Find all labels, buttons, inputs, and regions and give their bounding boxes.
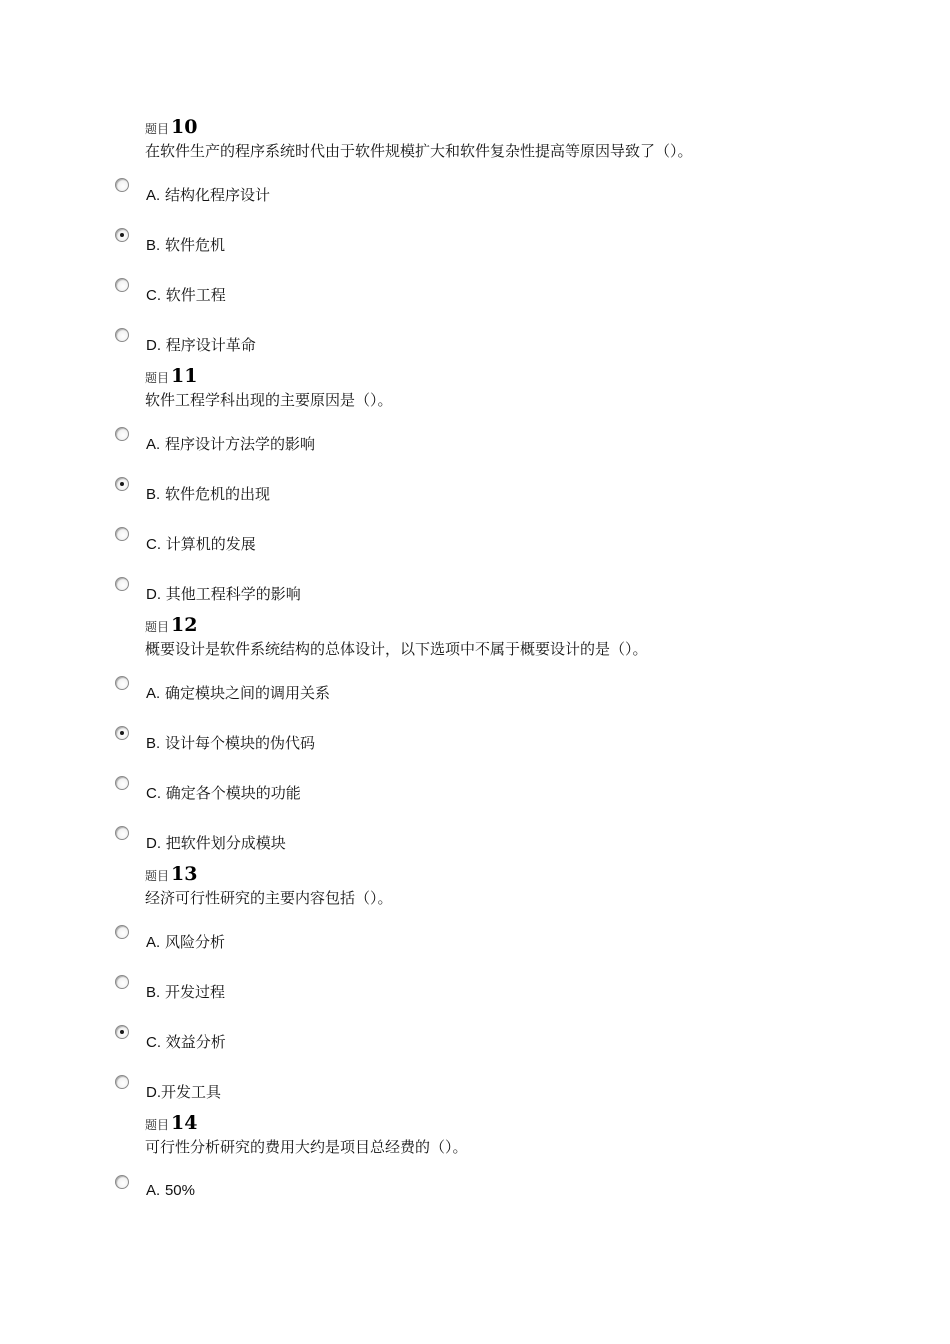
option-q10-b[interactable] xyxy=(0,228,950,258)
question-header xyxy=(145,116,197,138)
radio-button-selected[interactable] xyxy=(115,1025,129,1039)
option-q13-d[interactable] xyxy=(0,1075,950,1105)
radio-button[interactable] xyxy=(115,527,129,541)
radio-button[interactable] xyxy=(115,925,129,939)
radio-button[interactable] xyxy=(115,826,129,840)
question-label: 题目 xyxy=(145,1118,170,1132)
radio-button[interactable] xyxy=(115,328,129,342)
question-text: 软件工程学科出现的主要原因是（）。 xyxy=(145,391,393,409)
option-label: C. 确定各个模块的功能 xyxy=(146,784,301,802)
question-header xyxy=(145,1112,197,1134)
question-number: 13 xyxy=(171,863,198,885)
option-q12-c[interactable] xyxy=(0,776,950,806)
question-label: 题目 xyxy=(145,869,170,883)
question-text: 在软件生产的程序系统时代由于软件规模扩大和软件复杂性提高等原因导致了（）。 xyxy=(145,142,693,160)
option-label: A. 结构化程序设计 xyxy=(146,186,270,204)
radio-button[interactable] xyxy=(115,975,129,989)
option-label: A. 程序设计方法学的影响 xyxy=(146,435,315,453)
option-q13-c[interactable] xyxy=(0,1025,950,1055)
option-label: B. 软件危机的出现 xyxy=(146,485,270,503)
option-label: B. 软件危机 xyxy=(146,236,225,254)
question-number: 11 xyxy=(171,365,198,387)
option-label: A. 确定模块之间的调用关系 xyxy=(146,684,330,702)
option-q12-b[interactable] xyxy=(0,726,950,756)
option-label: A. 50% xyxy=(146,1182,195,1199)
option-label: A. 风险分析 xyxy=(146,933,225,951)
option-label: D. 其他工程科学的影响 xyxy=(146,585,301,603)
radio-button-selected[interactable] xyxy=(115,228,129,242)
option-q10-a[interactable] xyxy=(0,178,950,208)
question-label: 题目 xyxy=(145,371,170,385)
option-label: C. 计算机的发展 xyxy=(146,535,256,553)
radio-button[interactable] xyxy=(115,427,129,441)
radio-button[interactable] xyxy=(115,278,129,292)
radio-button[interactable] xyxy=(115,577,129,591)
option-q12-d[interactable] xyxy=(0,826,950,856)
option-q10-d[interactable] xyxy=(0,328,950,358)
question-label: 题目 xyxy=(145,122,170,136)
question-header xyxy=(145,863,197,885)
radio-button[interactable] xyxy=(115,1075,129,1089)
option-q11-c[interactable] xyxy=(0,527,950,557)
option-q12-a[interactable] xyxy=(0,676,950,706)
radio-button[interactable] xyxy=(115,1175,129,1189)
option-q11-d[interactable] xyxy=(0,577,950,607)
option-q11-a[interactable] xyxy=(0,427,950,457)
option-q14-a[interactable] xyxy=(0,1175,950,1205)
question-text: 概要设计是软件系统结构的总体设计，以下选项中不属于概要设计的是（）。 xyxy=(145,640,648,658)
radio-button[interactable] xyxy=(115,776,129,790)
radio-button[interactable] xyxy=(115,676,129,690)
question-number: 10 xyxy=(171,116,198,138)
radio-button-selected[interactable] xyxy=(115,477,129,491)
question-header xyxy=(145,365,197,387)
question-text: 经济可行性研究的主要内容包括（）。 xyxy=(145,889,393,907)
option-q13-b[interactable] xyxy=(0,975,950,1005)
option-label: D. 把软件划分成模块 xyxy=(146,834,286,852)
option-label: C. 效益分析 xyxy=(146,1033,226,1051)
question-header xyxy=(145,614,197,636)
option-label: D.开发工具 xyxy=(146,1083,222,1101)
radio-button-selected[interactable] xyxy=(115,726,129,740)
radio-button[interactable] xyxy=(115,178,129,192)
question-number: 12 xyxy=(171,614,198,636)
option-q11-b[interactable] xyxy=(0,477,950,507)
option-label: D. 程序设计革命 xyxy=(146,336,256,354)
option-label: B. 开发过程 xyxy=(146,983,225,1001)
option-label: C. 软件工程 xyxy=(146,286,226,304)
option-q10-c[interactable] xyxy=(0,278,950,308)
question-number: 14 xyxy=(171,1112,198,1134)
question-text: 可行性分析研究的费用大约是项目总经费的（）。 xyxy=(145,1138,468,1156)
question-label: 题目 xyxy=(145,620,170,634)
option-label: B. 设计每个模块的伪代码 xyxy=(146,734,315,752)
option-q13-a[interactable] xyxy=(0,925,950,955)
